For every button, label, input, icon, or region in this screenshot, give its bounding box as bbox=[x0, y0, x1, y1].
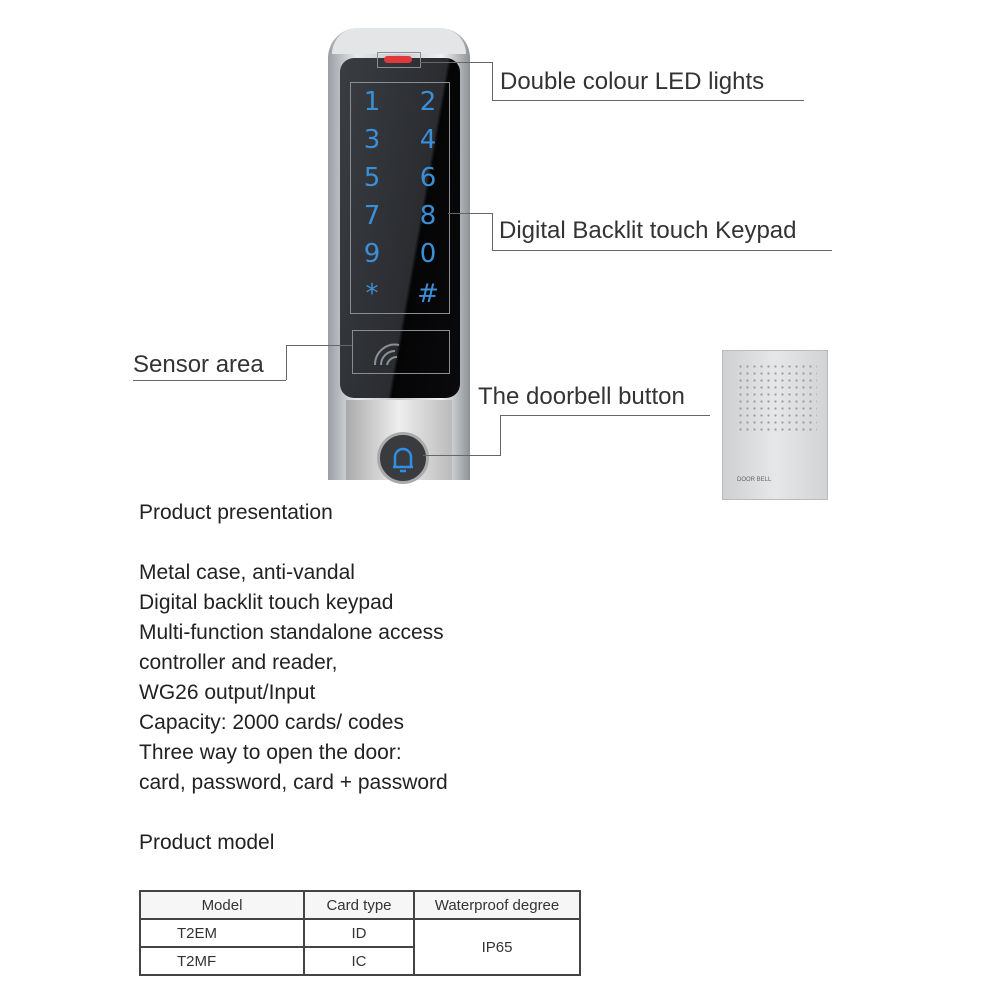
header-model: Model bbox=[140, 891, 304, 919]
key-1[interactable]: 1 bbox=[363, 87, 381, 117]
key-hash[interactable]: # bbox=[417, 279, 439, 309]
key-5[interactable]: 5 bbox=[363, 163, 381, 193]
key-3[interactable]: 3 bbox=[363, 125, 381, 155]
cell-card-type: ID bbox=[304, 919, 414, 947]
table-header-row bbox=[140, 891, 580, 919]
callout-led: Double colour LED lights bbox=[500, 68, 765, 95]
key-8[interactable]: 8 bbox=[419, 201, 437, 231]
led-box bbox=[377, 52, 421, 68]
model-table bbox=[139, 890, 581, 976]
key-0[interactable]: 0 bbox=[419, 239, 437, 269]
key-9[interactable]: 9 bbox=[363, 239, 381, 269]
feature-line: controller and reader, bbox=[139, 651, 338, 674]
bell-icon bbox=[380, 435, 426, 481]
feature-line: Metal case, anti-vandal bbox=[139, 561, 355, 584]
cell-waterproof: IP65 bbox=[414, 919, 580, 975]
callout-keypad: Digital Backlit touch Keypad bbox=[499, 217, 797, 244]
wireless-icon bbox=[353, 331, 449, 373]
feature-line: card, password, card + password bbox=[139, 771, 448, 794]
device-top-cap bbox=[332, 28, 466, 54]
header-card-type: Card type bbox=[304, 891, 414, 919]
key-7[interactable]: 7 bbox=[363, 201, 381, 231]
header-waterproof: Waterproof degree bbox=[414, 891, 580, 919]
keypad-box bbox=[350, 82, 450, 314]
sensor-area bbox=[352, 330, 450, 374]
presentation-heading: Product presentation bbox=[139, 501, 333, 524]
cell-card-type: IC bbox=[304, 947, 414, 975]
doorbell-unit bbox=[722, 350, 828, 500]
feature-line: Capacity: 2000 cards/ codes bbox=[139, 711, 404, 734]
model-heading: Product model bbox=[139, 831, 275, 854]
key-4[interactable]: 4 bbox=[419, 125, 437, 155]
feature-line: Digital backlit touch keypad bbox=[139, 591, 394, 614]
feature-list bbox=[139, 558, 448, 798]
key-star[interactable]: * bbox=[365, 279, 379, 309]
callout-sensor: Sensor area bbox=[133, 351, 264, 378]
speaker-grille bbox=[737, 363, 817, 433]
callout-doorbell-button: The doorbell button bbox=[478, 383, 685, 410]
doorbell-label: DOOR BELL bbox=[737, 477, 772, 483]
key-6[interactable]: 6 bbox=[419, 163, 437, 193]
doorbell-button[interactable] bbox=[377, 432, 429, 484]
table-row bbox=[140, 919, 580, 947]
feature-line: Multi-function standalone access bbox=[139, 621, 444, 644]
key-2[interactable]: 2 bbox=[419, 87, 437, 117]
cell-model: T2EM bbox=[140, 919, 304, 947]
feature-line: Three way to open the door: bbox=[139, 741, 402, 764]
cell-model: T2MF bbox=[140, 947, 304, 975]
feature-line: WG26 output/Input bbox=[139, 681, 316, 704]
